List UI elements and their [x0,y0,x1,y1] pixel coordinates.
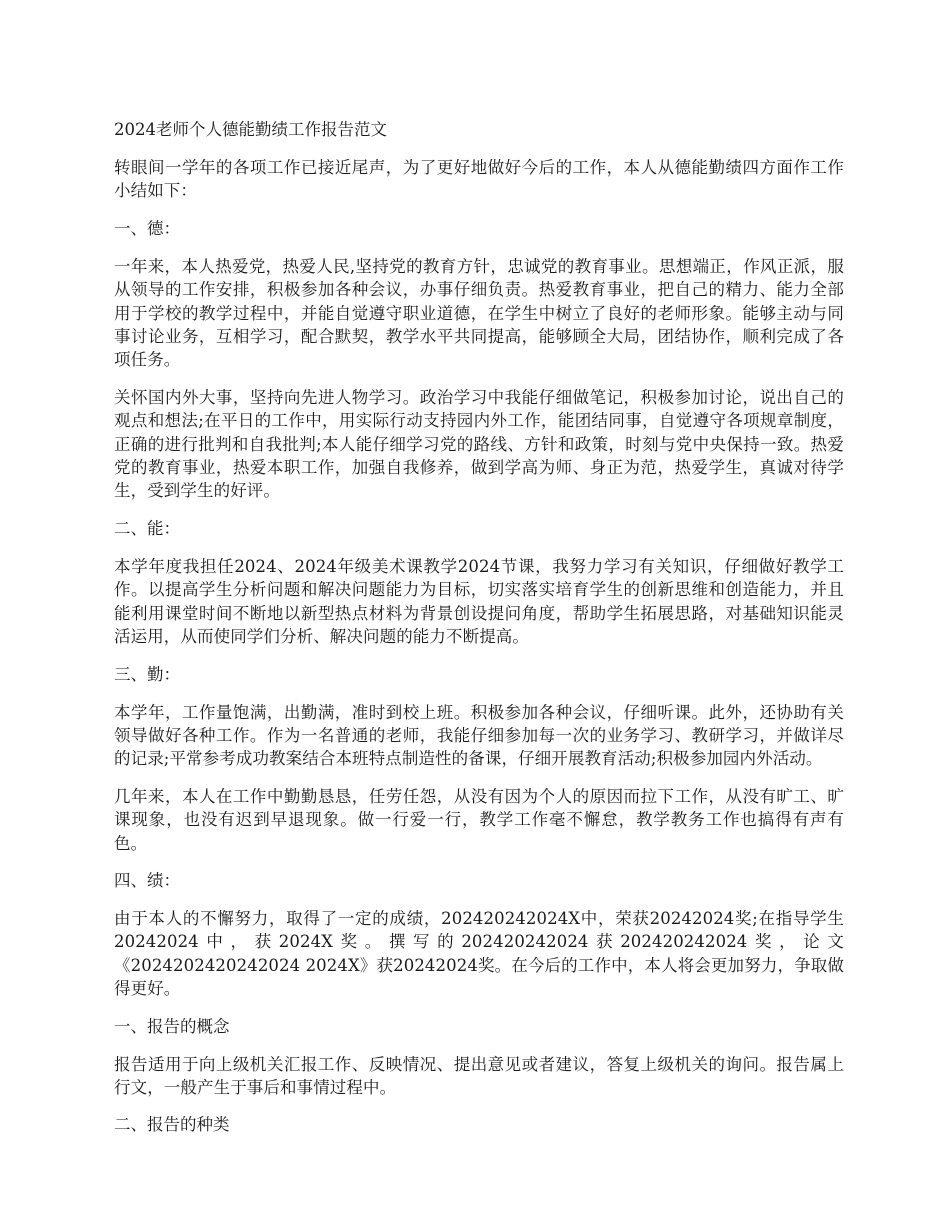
section-qin-paragraph-2: 几年来，本人在工作中勤勤恳恳，任劳任怨，从没有因为个人的原因而拉下工作，从没有旷工、旷课现象，也没有迟到早退现象。做一行爱一行，教学工作毫不懈怠，教学教务工作也搞得有声有色。 [114,786,844,853]
section-heading-ji: 四、绩： [114,870,180,890]
section-heading-de: 一、德： [114,218,180,238]
section-heading-report-types: 二、报告的种类 [114,1115,230,1135]
section-de-paragraph-2: 关怀国内外大事，坚持向先进人物学习。政治学习中我能仔细做笔记，积极参加讨论，说出自己的观点和想法;在平日的工作中，用实际行动支持园内外工作，能团结同事，自觉遵守各项规章制度，正确的进行批判和自我批判;本人能仔细学习党的路线、方针和政策，时刻与党中央保持一致。热爱党的教育事业，热爱本职工作，加强自我修养，做到学高为师、身正为范，热爱学生，真诚对待学生，受到学生的好评。 [114,387,844,501]
document-title: 2024老师个人德能勤绩工作报告范文 [114,120,387,139]
document-page [114,118,844,1151]
section-qin-paragraph-1: 本学年，工作量饱满，出勤满，准时到校上班。积极参加各种会议，仔细听课。此外，还协助有关领导做好各种工作。作为一名普通的老师，我能仔细参加每一次的业务学习、教研学习，并做详尽的记录;平常参考成功教案结合本班特点制造性的备课，仔细开展教育活动;积极参加园内外活动。 [114,702,844,769]
section-heading-qin: 三、勤： [114,664,180,684]
section-ji-paragraph-1: 由于本人的不懈努力，取得了一定的成绩，202420242024X中，荣获20242024奖;在指导学生20242024中，获2024X奖。撰写的202420242024获202420242024奖，论文《2024202420242024 2024X》获20242024奖。在今后的工作中，本人将会更加努力，争取做得更好。 [114,908,844,999]
section-heading-neng: 二、能： [114,518,180,538]
section-de-paragraph-1: 一年来，本人热爱党，热爱人民,坚持党的教育方针，忠诚党的教育事业。思想端正，作风正派，服从领导的工作安排，积极参加各种会议，办事仔细负责。热爱教育事业，把自己的精力、能力全部用于学校的教学过程中，并能自觉遵守职业道德，在学生中树立了良好的老师形象。能够主动与同事讨论业务，互相学习，配合默契，教学水平共同提高，能够顾全大局，团结协作，顺利完成了各项任务。 [114,256,844,370]
section-heading-report-concept: 一、报告的概念 [114,1016,230,1036]
section-report-concept-paragraph-1: 报告适用于向上级机关汇报工作、反映情况、提出意见或者建议，答复上级机关的询问。报告属上行文，一般产生于事后和事情过程中。 [114,1054,844,1097]
intro-paragraph: 转眼间一学年的各项工作已接近尾声，为了更好地做好今后的工作，本人从德能勤绩四方面作工作小结如下： [114,158,844,201]
section-neng-paragraph-1: 本学年度我担任2024、2024年级美术课教学2024节课，我努力学习有关知识，仔细做好教学工作。以提高学生分析问题和解决问题能力为目标，切实落实培育学生的创新思维和创造能力，并且能利用课堂时间不断地以新型热点材料为背景创设提问角度，帮助学生拓展思路，对基础知识能灵活运用，从而使同学们分析、解决问题的能力不断提高。 [114,556,844,647]
